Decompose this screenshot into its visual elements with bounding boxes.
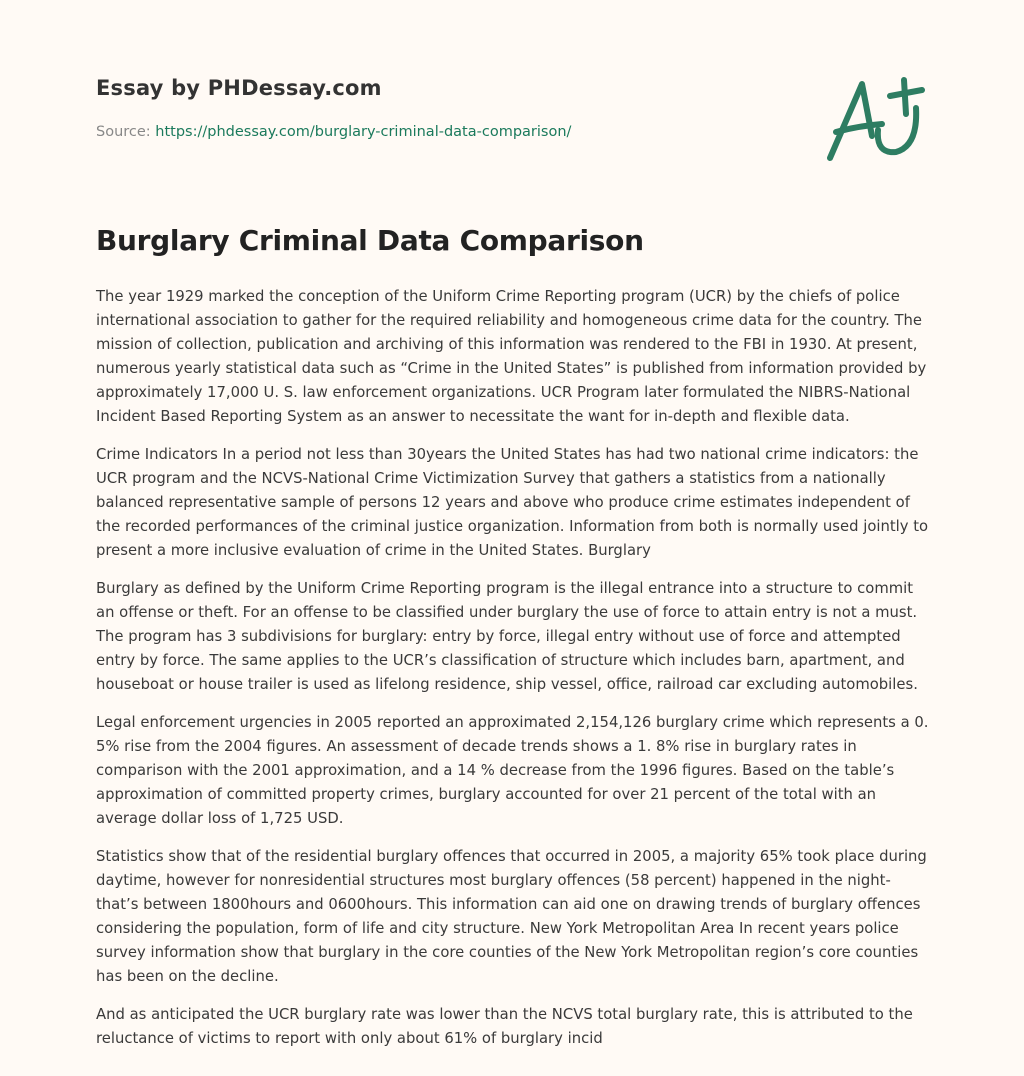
brand-title: Essay by PHDessay.com bbox=[96, 76, 382, 100]
source-link[interactable]: https://phdessay.com/burglary-criminal-data-comparison/ bbox=[155, 124, 572, 140]
paragraph: And as anticipated the UCR burglary rate was lower than the NCVS total burglary rate, this is attributed to the reluctance of victims to report with only about 61% of burglary incid bbox=[96, 1006, 913, 1047]
source-line bbox=[96, 124, 571, 140]
essay-body bbox=[96, 285, 932, 1065]
paragraph: The year 1929 marked the conception of the Uniform Crime Reporting program (UCR) by the chiefs of police international association to gather for the required reliability and homogeneous crime data for the country. The mission of collection, publication and archiving of this information was rendered to the FBI in 1930. At present, numerous yearly statistical data such as “Crime in the United States” is published from information provided by approximately 17,000 U. S. law enforcement organizations. UCR Program later formulated the NIBRS-National Incident Based Reporting System as an answer to necessitate the want for in-depth and flexible data. bbox=[96, 288, 927, 425]
a-plus-logo-icon bbox=[818, 66, 938, 166]
page-title: Burglary Criminal Data Comparison bbox=[96, 224, 644, 257]
source-label: Source: bbox=[96, 124, 156, 140]
paragraph: Crime Indicators In a period not less than 30years the United States has had two national crime indicators: the UCR program and the NCVS-National Crime Victimization Survey that gathers a statistics from a nationally balanced representative sample of persons 12 years and above who produce crime estimates independent of the recorded performances of the criminal justice organization. Information from both is normally used jointly to present a more inclusive evaluation of crime in the United States. Burglary bbox=[96, 446, 929, 559]
paragraph: Legal enforcement urgencies in 2005 reported an approximated 2,154,126 burglary crime which represents a 0. 5% rise from the 2004 figures. An assessment of decade trends shows a 1. 8% rise in burglary rates in comparison with the 2001 approximation, and a 14 % decrease from the 1996 figures. Based on the table’s approximation of committed property crimes, burglary accounted for over 21 percent of the total with an average dollar loss of 1,725 USD. bbox=[96, 714, 929, 827]
paragraph: Burglary as defined by the Uniform Crime Reporting program is the illegal entrance into a structure to commit an offense or theft. For an offense to be classified under burglary the use of force to attain entry is not a must. The program has 3 subdivisions for burglary: entry by force, illegal entry without use of force and attempted entry by force. The same applies to the UCR’s classification of structure which includes barn, apartment, and houseboat or house trailer is used as lifelong residence, ship vessel, office, railroad car excluding automobiles. bbox=[96, 580, 918, 693]
paragraph: Statistics show that of the residential burglary offences that occurred in 2005, a majority 65% took place during daytime, however for nonresidential structures most burglary offences (58 percent) happened in the night- that’s between 1800hours and 0600hours. This information can aid one on drawing trends of burglary offences considering the population, form of life and city structure. New York Metropolitan Area In recent years police survey information show that burglary in the core counties of the New York Metropolitan region’s core counties has been on the decline. bbox=[96, 848, 927, 985]
site-header bbox=[96, 76, 571, 140]
